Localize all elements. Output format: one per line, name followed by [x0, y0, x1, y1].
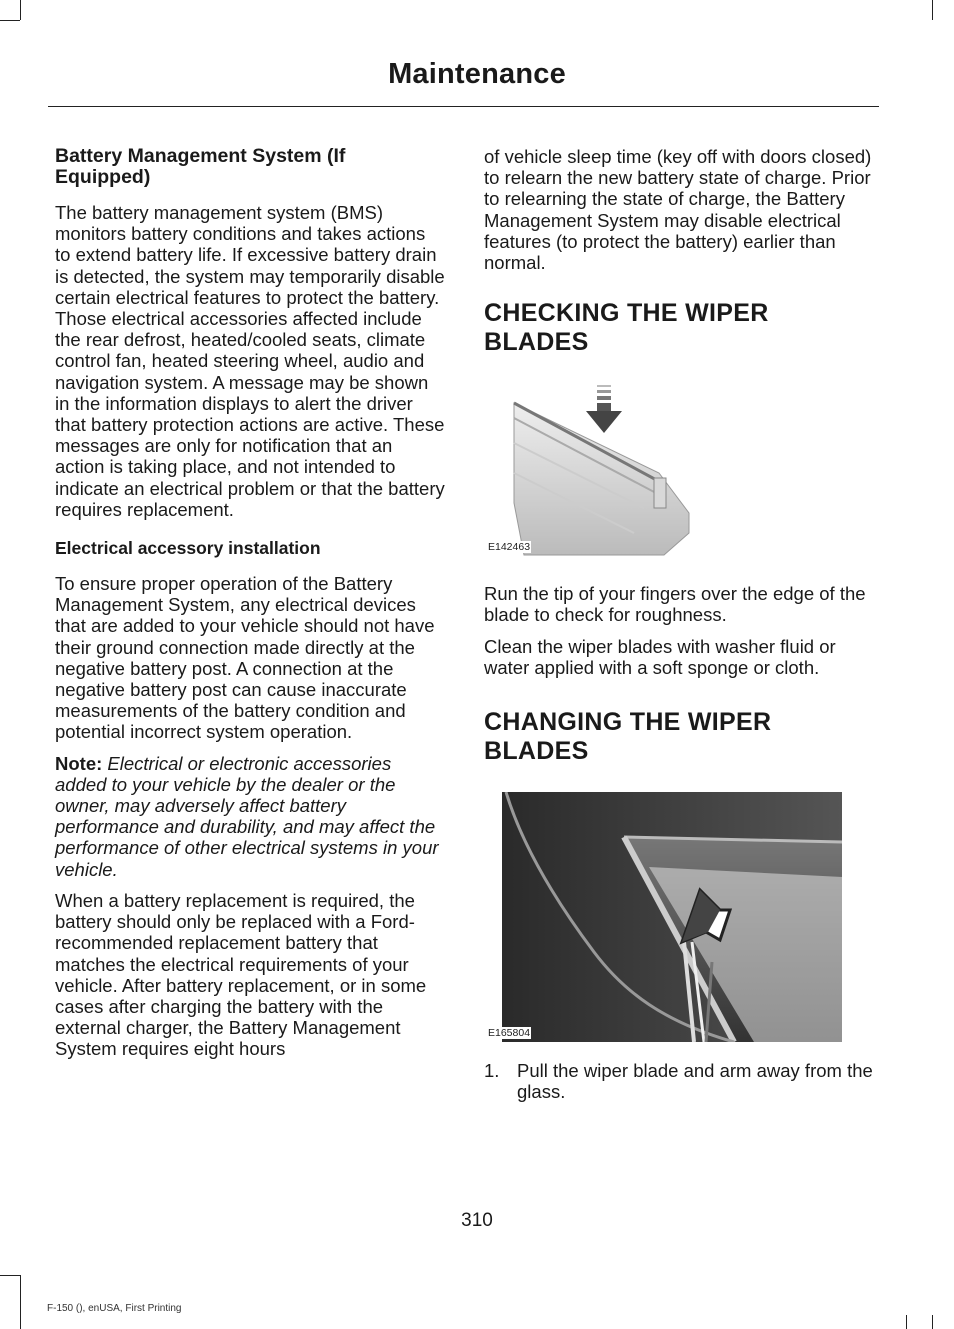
figure-code: E165804 — [488, 1027, 531, 1040]
page-title: Maintenance — [388, 58, 566, 90]
windshield-wiper-figure — [484, 792, 876, 1042]
crop-mark — [20, 1275, 21, 1329]
note-paragraph — [55, 753, 445, 880]
accessory-paragraph: To ensure proper operation of the Battery Management System, any electrical devices that are added to your vehicle should not have their ground connection made directly at the negative battery post. A connection at the negative battery post can cause inaccurate measurements of the battery condition and potential incorrect system operation. — [55, 573, 435, 743]
crop-mark — [932, 0, 933, 20]
changing-heading: CHANGING THE WIPER BLADES — [484, 708, 772, 766]
checking-heading: CHECKING THE WIPER BLADES — [484, 299, 769, 357]
checking-paragraph-2: Clean the wiper blades with washer fluid or water applied with a soft sponge or cloth. — [484, 635, 836, 678]
crop-mark — [906, 1315, 907, 1329]
bms-heading: Battery Management System (If Equipped) — [55, 145, 346, 188]
wiper-blade-illustration — [484, 383, 876, 563]
page-number: 310 — [461, 1210, 493, 1231]
note-label: Note: — [55, 752, 103, 774]
wiper-blade-figure — [484, 383, 876, 563]
footer-text: F-150 (), enUSA, First Printing — [47, 1303, 182, 1314]
replacement-paragraph: When a battery replacement is required, the battery should only be replaced with a Ford-recommended replacement battery that matches the electrical requirements of your vehicle. After battery replacement, or in some cases after charging the battery with the external charger, the Battery Management System requires eight hours — [55, 889, 427, 1060]
step-text: Pull the wiper blade and arm away from the glass. — [517, 1060, 873, 1103]
figure-code: E142463 — [488, 541, 531, 554]
accessory-heading: Electrical accessory installation — [55, 538, 321, 559]
bms-paragraph: The battery management system (BMS) monitors battery conditions and takes actions to extend battery life. If excessive battery drain is detected, the system may temporarily disable certain electrical features to protect the battery. Those electrical accessories affected include the rear defrost, heated/cooled seats, climate control fan, heated steering wheel, audio and navigation system. A message may be shown in the information displays to alert the driver that battery protection actions are active. These messages are only for notification that an action is taking place, and not intended to indicate an electrical problem or that the battery requires replacement. — [55, 202, 445, 520]
crop-mark — [932, 1315, 933, 1329]
left-column — [55, 146, 445, 1060]
crop-mark — [0, 1275, 20, 1276]
header-rule — [48, 106, 879, 107]
step-number: 1. — [484, 1060, 500, 1082]
crop-mark — [20, 0, 21, 20]
crop-mark — [0, 20, 20, 21]
continued-paragraph: of vehicle sleep time (key off with doors closed) to relearn the new battery state of charge. Prior to relearning the state of charge, the Battery Management System may disable electrical features (to protect the battery) earlier than normal. — [484, 146, 872, 274]
right-column — [484, 146, 876, 1102]
windshield-wiper-illustration — [484, 792, 876, 1042]
list-item — [484, 1060, 876, 1102]
note-text: Electrical or electronic accessories added to your vehicle by the dealer or the owner, may adversely affect battery performance and durability, and may affect the performance of other electrical systems in your vehicle. — [55, 752, 439, 880]
checking-paragraph-1: Run the tip of your fingers over the edge of the blade to check for roughness. — [484, 583, 866, 626]
